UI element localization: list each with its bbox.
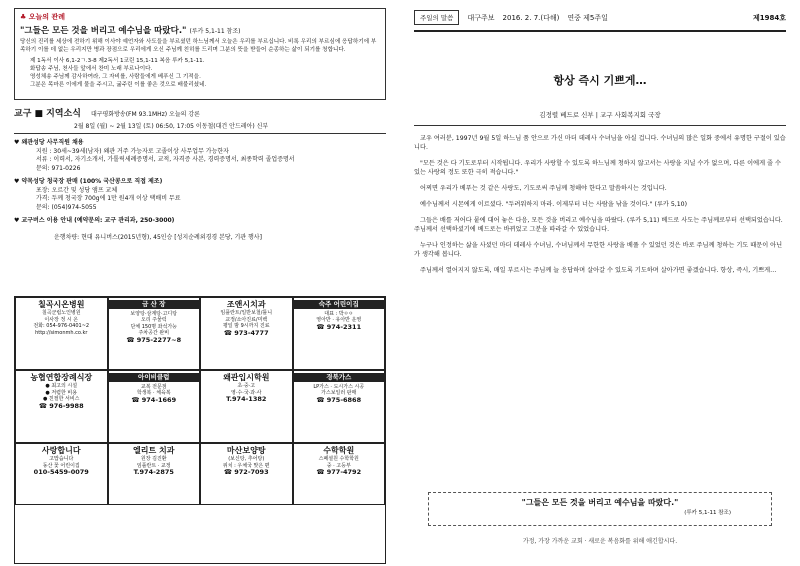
ad-phone: ☎ 976-9988 <box>38 401 84 410</box>
ad-line: ● 저렴한 비용 <box>45 389 78 396</box>
bus-vehicle-info: 운행차량: 현대 유니버스(2015년형), 45인승 [성지순례외경경 본당, 기관 행사] <box>54 233 262 241</box>
ad-cell <box>200 443 293 505</box>
article-paragraph: 예수님께서 시몬에게 이르셨다. "두려워하지 마라. 이제부터 너는 사람을 낚을 것이다." (루카 5,10) <box>420 201 688 208</box>
todays-verse-text: "그들은 모든 것을 버리고 예수님을 따랐다." <box>20 26 187 36</box>
news-item-line: 문의: (054)974-5055 <box>36 203 97 211</box>
ad-line: 주차공간 완비 <box>138 330 170 337</box>
broadcast-dates: 2월 8일 (월) ~ 2월 13일 (토) 06:50, 17:05 이동철(대건 안드레아) 신부 <box>74 123 269 130</box>
ad-title: 농협연합장례식장 <box>30 373 93 382</box>
news-item <box>14 139 386 173</box>
advertisement-grid <box>14 296 386 564</box>
article-paragraph: 교우 여러분, 1997년 9월 5일 하느님 품 안으로 가신 마더 데레사 수녀님을 아실 겁니다. 수녀님의 많은 일화 중에서 유명한 구절이 있습니다. <box>414 135 786 151</box>
reading-list <box>20 57 380 89</box>
ad-line: 초·중·고 <box>237 383 256 389</box>
local-news-header <box>14 106 386 119</box>
ad-line: 원장 김진환 <box>140 456 167 462</box>
ad-line: 동산 꽃 어린이집 <box>42 462 80 469</box>
ad-line: 평일 밤 9시까지 진료 <box>222 323 270 330</box>
ad-cell <box>200 297 293 370</box>
news-item-line: 포장: 오르간 및 성당 앰프 교체 <box>36 186 118 194</box>
ad-title: 조앤시치과 <box>226 300 266 309</box>
ad-cell <box>200 370 293 443</box>
ad-line: LP가스 · 도시가스 시공 <box>313 383 365 390</box>
masthead <box>414 8 786 32</box>
ad-line: 전화: 054-976-0401~2 <box>33 323 90 330</box>
issue-date: 2016. 2. 7.(다해) <box>502 13 560 22</box>
ad-phone: ☎ 974-2311 <box>316 322 362 331</box>
todays-verse <box>20 24 380 36</box>
article-paragraph: 누구나 인정하는 삶을 사셨던 마더 데레사 수녀님, 수녀님께서 무한한 사랑을 베풀 수 있었던 것은 바로 주님께 청하는 기도 때문이 아닌가 생각해 봅니다. <box>414 242 783 258</box>
ad-cell <box>293 370 386 443</box>
ad-cell <box>293 443 386 505</box>
ad-line: 임플란트/일반보철/틀니 <box>220 310 273 316</box>
article-headline: 항상 즉시 기쁘게… <box>553 74 647 87</box>
ad-line: http://simonmh.co.kr <box>35 329 88 336</box>
ad-line: ● 최고의 시설 <box>45 383 78 389</box>
ad-line: 단체 150명 좌석가능 <box>130 323 178 330</box>
news-item-line: 서류 : 이력서, 자기소개서, 가톨릭세례증명서, 교적, 자격증 사본, 경력증명서, 최종학력 졸업증명서 <box>36 156 295 163</box>
ad-line: 교복 전문점 <box>140 383 167 390</box>
ad-cell <box>293 297 386 370</box>
local-news-title: 교구 ■ 지역소식 <box>14 109 81 119</box>
ad-line: 칠곡군립노인병원 <box>41 310 81 316</box>
ad-line: 오리 주물럭 <box>140 317 167 324</box>
ad-title: 칠곡시온병원 <box>38 300 85 309</box>
ad-phone: T.974-1382 <box>226 395 267 404</box>
todays-guide-box <box>14 8 386 100</box>
article-paragraph: 주님께서 열어지지 않도록, 매일 부르시는 주님께 늘 응답하며 살아갈 수 있도록 기도하며 살아가면 좋겠습니다. 항상, 즉시, 기쁘게… <box>420 267 777 274</box>
ad-title: 마산보양탕 <box>226 446 266 455</box>
reading-item: 화답송 주님, 천사들 앞에서 찬미 노래 부르나이다. <box>30 66 153 72</box>
ad-band: 아이비클럽 <box>109 373 200 382</box>
ad-line: 교정/소아진료/미백 <box>225 316 268 323</box>
article-paragraph: 어찌면 우리가 베푸는 것 같은 사랑도, 기도로써 주님께 청해야 한다고 말씀하시는 것입니다. <box>420 185 667 192</box>
ad-title: 수학학원 <box>323 446 355 455</box>
news-item-heading: ♥ 약목성당 청국장 판매 (100% 국산콩으로 직접 제조) <box>14 178 163 185</box>
ad-line: 고맙습니다 <box>49 456 74 462</box>
news-item-line: 문의: 971-0226 <box>36 164 81 172</box>
left-page <box>14 8 386 558</box>
ad-phone: ☎ 977-4792 <box>316 468 362 477</box>
ad-line: 영·수·국·과·사 <box>230 389 262 396</box>
todays-verse-ref: (루카 5,1-11 참조) <box>189 28 241 35</box>
publisher: 대구주보 <box>467 13 495 22</box>
ad-band: 경북가스 <box>294 373 385 382</box>
ad-cell <box>108 297 201 370</box>
news-item-heading: ♥ 교구버스 이용 안내 (예약문의: 교구 관리과, 250-3000) <box>14 217 175 224</box>
page-footer: 가정, 가장 가까운 교회 · 새로운 복음화를 위해 애긴합시다. <box>522 538 678 545</box>
todays-guide-title: ♣ 오늘의 관례 <box>20 13 65 21</box>
reading-item: 그분은 목마른 이에게 물을 주시고, 굶주린 이를 좋은 것으로 배불리셨네. <box>30 82 207 88</box>
ad-line: 중 · 고등부 <box>326 462 351 469</box>
pull-quote-box <box>428 492 772 526</box>
ad-line: 위치 : 우체국 맞은 편 <box>222 462 270 469</box>
ad-phone: ☎ 974-1669 <box>131 395 177 404</box>
news-item-line: 지원 : 30세~39세(남자) 왜관 거주 가능자로 고졸이상 사무업무 가능한자 <box>36 147 229 155</box>
ad-phone: ☎ 975-2277~8 <box>126 335 182 344</box>
liturgical-week: 연중 제5주일 <box>567 13 608 22</box>
reading-item: 제 1독서 이사 6,1-2ㄱ.3-8 제2독서 1코린 15,1-11 복음 루카 5,1-11. <box>30 58 205 64</box>
ad-line: ● 친절한 서비스 <box>42 396 80 403</box>
ad-title: 사랑합니다 <box>41 446 81 455</box>
ad-phone: ☎ 973-4777 <box>223 328 269 337</box>
ad-band: 금 산 장 <box>109 300 200 309</box>
ad-line: 스페셜원 수학학원 <box>318 456 359 462</box>
ad-title: 왜관입시학원 <box>223 373 270 382</box>
news-item-line: 가격: 두께 청국장 700g에 1만 원4개 이상 택배비 무료 <box>36 195 181 202</box>
ad-line: 영아반 · 유아반 운영 <box>316 317 362 324</box>
ad-phone: T.974-2875 <box>133 468 174 477</box>
ad-phone: ☎ 972-7093 <box>223 468 269 477</box>
article-byline: 김정렬 베드로 신부 | 교구 사회복지회 국장 <box>414 110 786 126</box>
ad-line: 보양탕·삼계탕·고디탕 <box>130 310 178 317</box>
ad-cell <box>108 443 201 505</box>
news-item <box>14 217 386 226</box>
ad-line: 가스보일러 판매 <box>321 390 357 397</box>
ad-title: 엘리트 치과 <box>133 446 175 455</box>
todays-guide-body: 당신의 진리를 세상에 전하기 위해 이사야 예언자와 사도들을 부르셨던 하느님께서 오늘은 우리를 부르십니다. 비록 우리의 부르심에 응답하기에 부족하기 이를 데 없는 우리지만 병과 장점으로 우리에게 오신 주님께 친히를 드리며 그분의 뜻을 받들어 순종하는 삶이 되기를 청합니다. <box>20 39 377 53</box>
ad-cell <box>15 370 108 443</box>
article-paragraph: "모든 것은 다 기도로부터 시작됩니다. 우리가 사랑할 수 있도록 하느님께 청하지 않고서는 사랑을 지닐 수가 없으며, 다른 이에게 줄 수 있는 사랑의 정도 또한 극히 적습니다." <box>414 160 781 176</box>
ad-cell <box>15 443 108 505</box>
right-page <box>414 8 786 558</box>
pull-quote-ref: (루카 5,1-11 참조) <box>684 510 731 516</box>
news-item <box>14 178 386 212</box>
pull-quote-text: "그들은 모든 것을 버리고 예수님을 따랐다." <box>521 498 679 507</box>
ad-line: 임플란트 · 교정 <box>136 462 171 469</box>
section-tag: 주일의 말씀 <box>414 10 459 25</box>
broadcast-info: 대구평화방송(FM 93.1MHz) 오늘의 강론 <box>90 111 200 118</box>
reading-item: 영성체송 주님께 감사하여라, 그 자비를, 사람들에게 베푸신 그 기적을. <box>30 74 201 80</box>
ad-cell <box>108 370 201 443</box>
ad-phone: 010-5459-0079 <box>33 468 89 477</box>
ad-line: 대표 : 박ㅇㅇ <box>324 310 354 317</box>
ad-line: 학생복 · 체육복 <box>136 390 171 397</box>
ad-line: 이사장 정 시 온 <box>44 316 79 323</box>
ad-phone: ☎ 975-6868 <box>316 395 362 404</box>
local-news-section <box>14 106 386 296</box>
ad-line: (보신탕, 추어탕) <box>228 456 265 462</box>
issue-number: 제1984호 <box>752 13 786 22</box>
ad-band: 숙주 어린이집 <box>294 300 385 309</box>
divider <box>14 133 386 134</box>
article-paragraph: 그들은 배를 저어다 뭍에 대어 놓은 다음, 모든 것을 버리고 예수님을 따랐다. (루카 5,11) 베드로 사도는 주님께로부터 선택되었습니다. 주님께서 선택하셨기에 베드로는 바뀌었고 그분을 따라갈 수 있었습니다. <box>414 217 783 233</box>
news-item-heading: ♥ 왜관성당 사무직원 채용 <box>14 139 84 146</box>
ad-cell <box>15 297 108 370</box>
article-body <box>414 134 786 275</box>
